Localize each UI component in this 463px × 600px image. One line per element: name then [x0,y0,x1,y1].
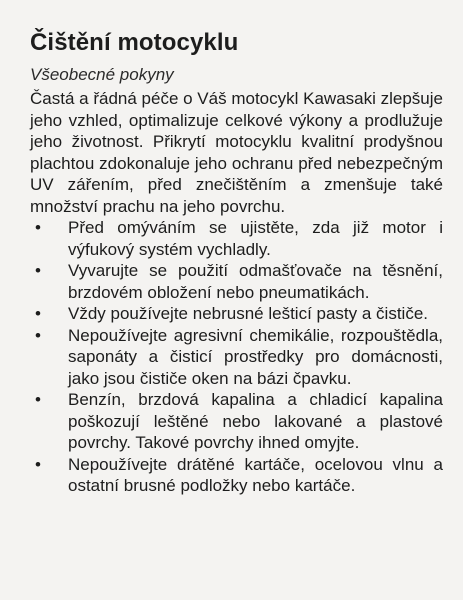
list-item [30,303,443,325]
list-item-text: Benzín, brzdová kapalina a chladicí kapalina poškozují leštěné nebo lakované a plastové povrchy. Takové povrchy ihned omyjte. [68,390,443,452]
care-instructions-list [30,217,443,497]
list-item-text: Nepoužívejte drátěné kartáče, ocelovou vlnu a ostatní brusné podložky nebo kartáče. [68,454,443,495]
intro-paragraph: Častá a řádná péče o Váš motocykl Kawasaki zlepšuje jeho vzhled, optimalizuje celkové výkony a prodlužuje jeho životnost. Přikrytí motocyklu kvalitní prodyšnou plachtou zdokonaluje jeho ochranu před nebezpečným UV zářením, před znečištěním a zmenšuje také množství prachu na jeho povrchu. [30,89,443,216]
list-item [30,454,443,497]
list-item [30,260,443,303]
bullet-icon: • [35,304,41,323]
section-subtitle: Všeobecné pokyny [30,65,174,84]
section-title: Čištění motocyklu [30,29,239,56]
list-item [30,217,443,260]
list-item-text: Vyvarujte se použití odmašťovače na těsnění, brzdovém obložení nebo pneumatikách. [68,261,443,302]
list-item-text: Před omýváním se ujistěte, zda již motor i výfukový systém vychladly. [68,218,443,259]
bullet-icon: • [35,454,41,474]
bullet-icon: • [35,261,41,280]
bullet-icon: • [35,218,41,237]
bullet-icon: • [35,325,41,345]
list-item-text: Nepoužívejte agresivní chemikálie, rozpouštědla, saponáty a čisticí prostředky pro domácnosti, jako jsou čističe oken na bázi čpavku. [68,325,443,388]
list-item [30,325,443,390]
bullet-icon: • [35,390,41,409]
list-item-text: Vždy používejte nebrusné lešticí pasty a čističe. [68,304,429,323]
list-item [30,389,443,454]
